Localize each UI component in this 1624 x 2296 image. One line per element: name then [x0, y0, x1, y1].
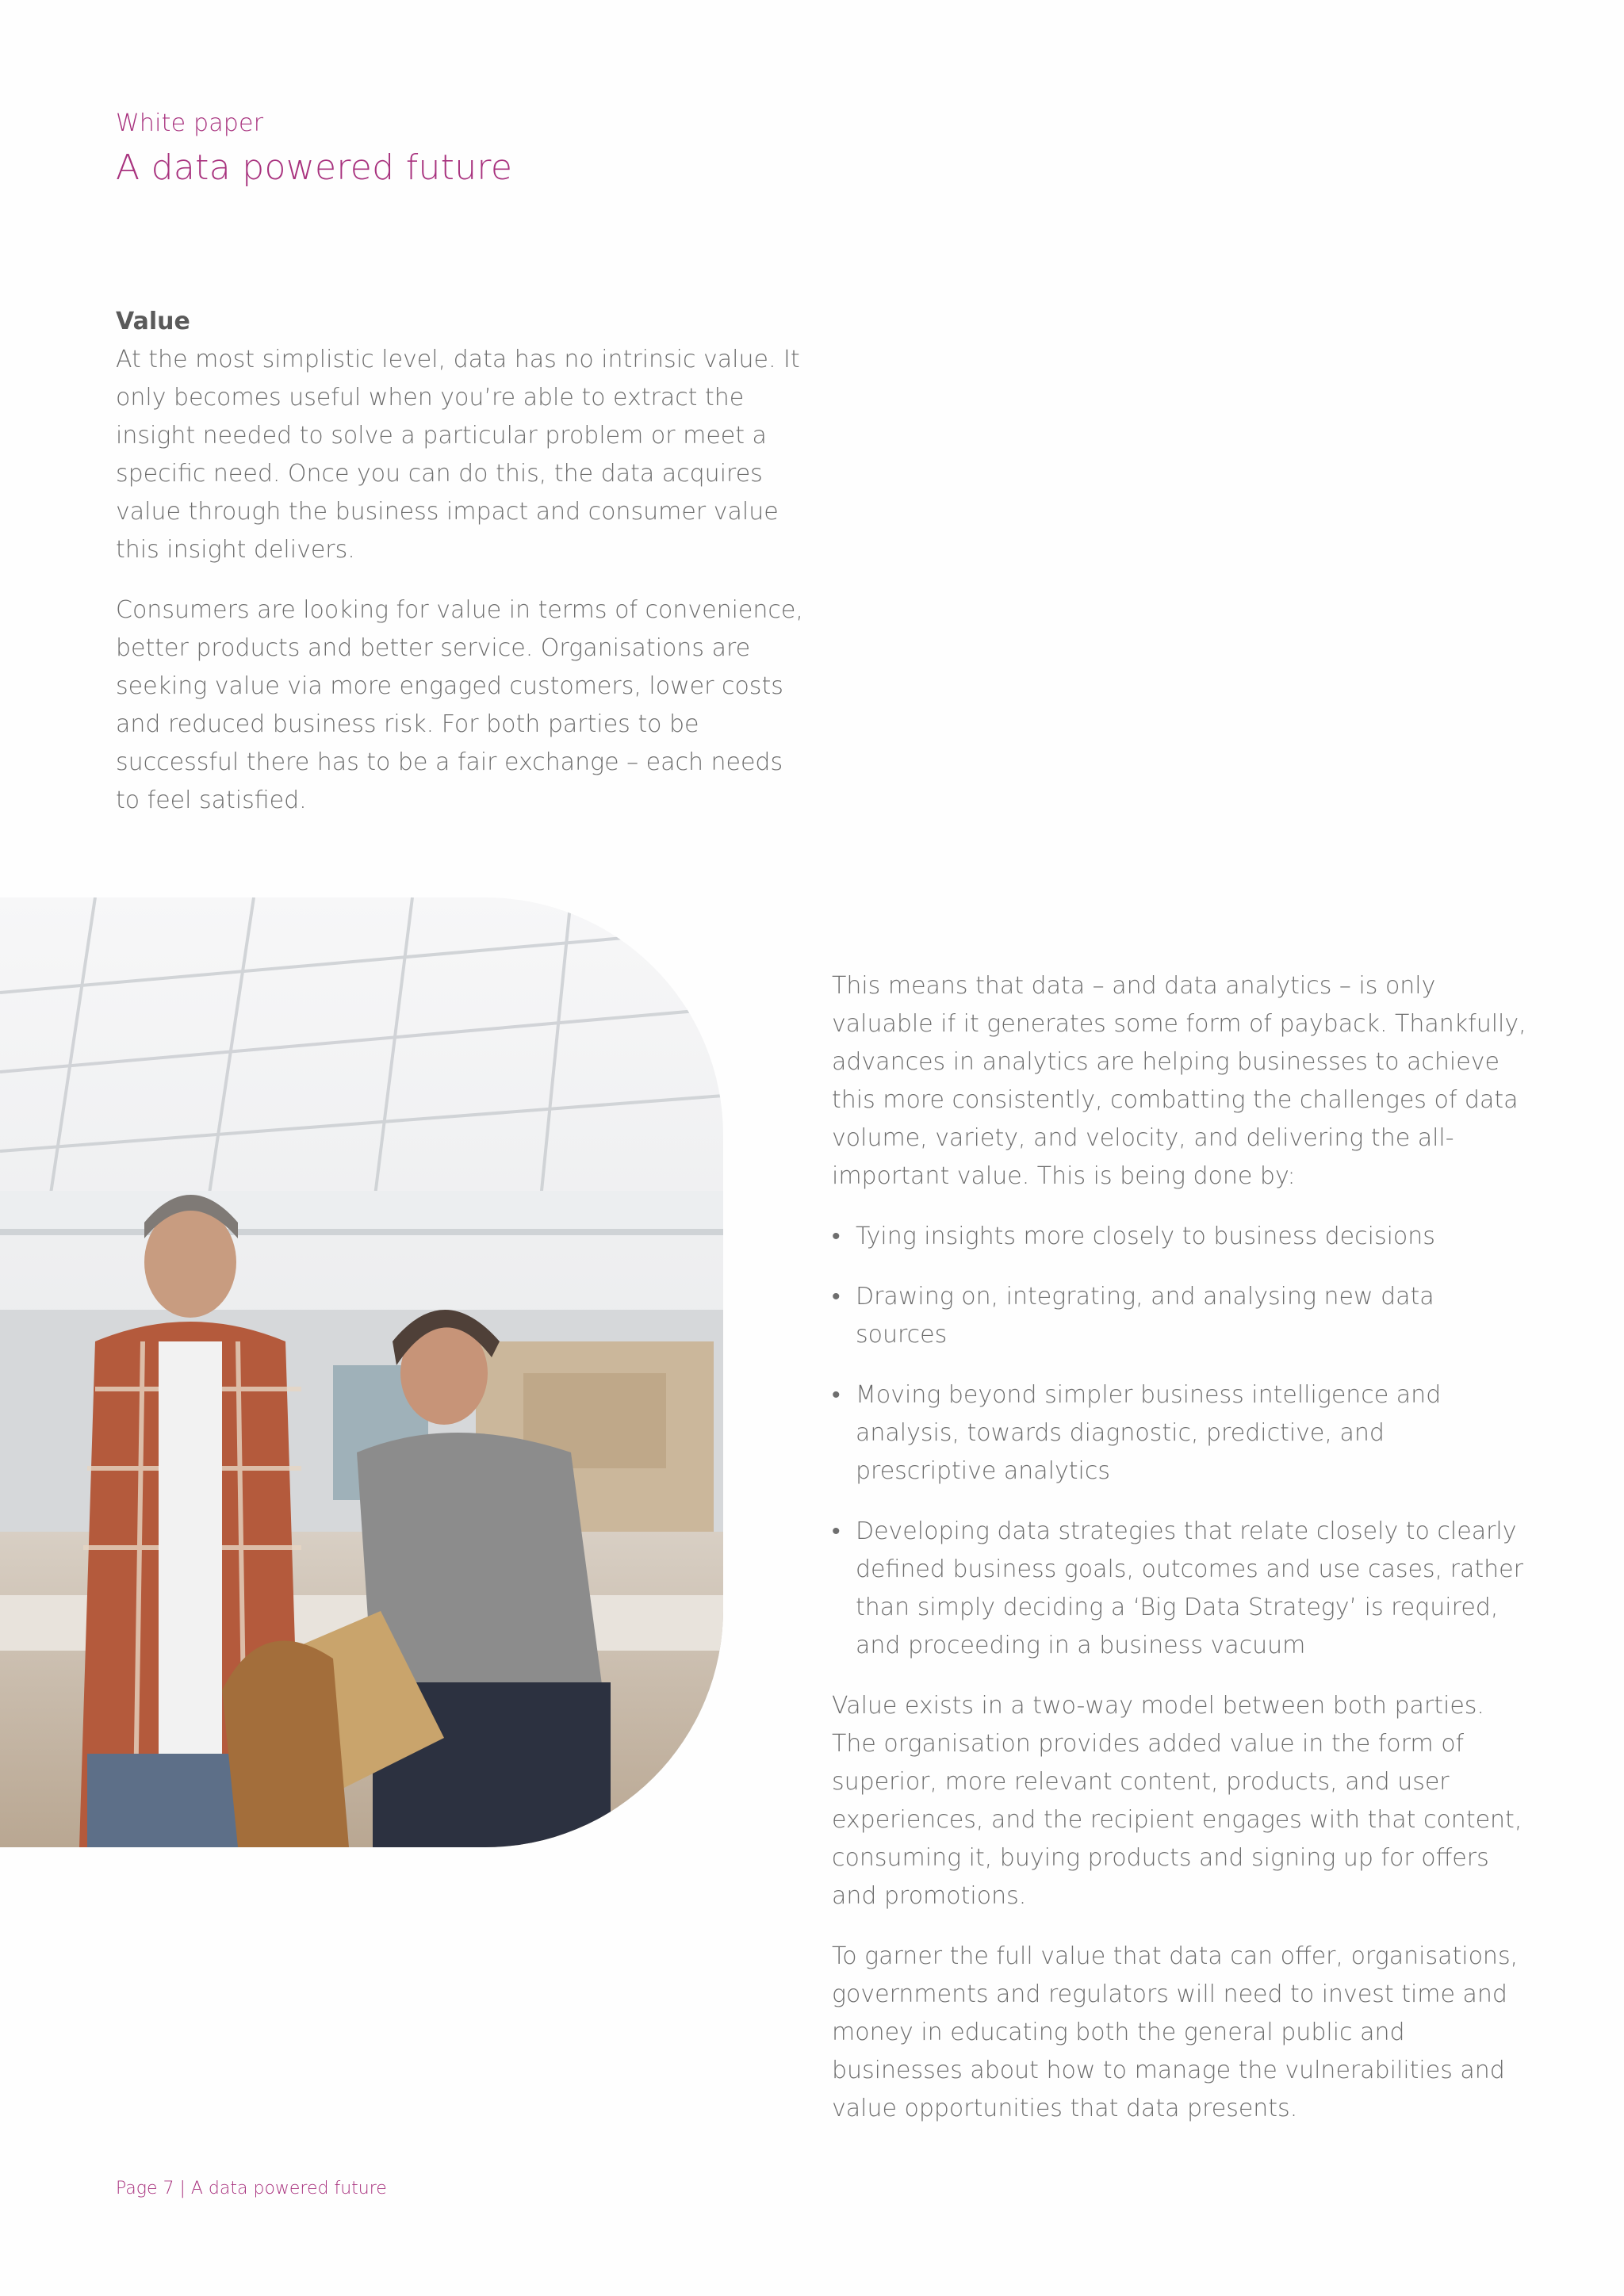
bullet-list: [832, 1218, 1530, 1665]
workshop-photo: [0, 897, 723, 1847]
list-item: • Developing data strategies that relate closely to clearly defined business goals, outcomes and use cases, rather than simply deciding a ‘Big Data Strategy’ is required, and proceeding in a business vacuum: [832, 1513, 1530, 1665]
paragraph: Consumers are looking for value in terms of convenience, better products and better service. Organisations are seeking value via more engaged customers, lower costs and reduced business risk. For both parties to be successful there has to be a fair exchange – each needs to feel satisfied.: [116, 596, 803, 814]
paragraph: Value exists in a two-way model between both parties. The organisation provides added value in the form of superior, more relevant content, products, and user experiences, and the recipient engages with that content, consuming it, buying products and signing up for offers and promotions.: [832, 1692, 1522, 1910]
list-item: • Drawing on, integrating, and analysing new data sources: [832, 1278, 1530, 1354]
header-kicker: White paper: [116, 109, 264, 137]
photo-illustration: [0, 897, 723, 1847]
paragraph: This means that data – and data analytics – is only valuable if it generates some form of payback. Thankfully, advances in analytics are helping businesses to achieve this more consistently, combatting the challenges of data volume, variety, and velocity, and delivering the all-important value. This is being done by:: [832, 972, 1526, 1190]
left-column: [116, 303, 814, 842]
paragraph: At the most simplistic level, data has no intrinsic value. It only becomes useful when you’re able to extract the insight needed to solve a particular problem or meet a specific need. Once you can do this, the data acquires value through the business impact and consumer value this insight delivers.: [116, 346, 800, 564]
paragraph: To garner the full value that data can offer, organisations, governments and regulators will need to invest time and money in educating both the general public and businesses about how to manage the vulnerabilities and value opportunities that data presents.: [832, 1942, 1519, 2122]
list-item: • Tying insights more closely to business decisions: [832, 1218, 1530, 1256]
page-footer: Page 7 | A data powered future: [116, 2179, 387, 2198]
page-title: A data powered future: [116, 147, 513, 188]
list-item: • Moving beyond simpler business intelligence and analysis, towards diagnostic, predictive, and prescriptive analytics: [832, 1376, 1530, 1490]
section-heading: Value: [116, 308, 190, 335]
right-column: [832, 967, 1530, 2150]
